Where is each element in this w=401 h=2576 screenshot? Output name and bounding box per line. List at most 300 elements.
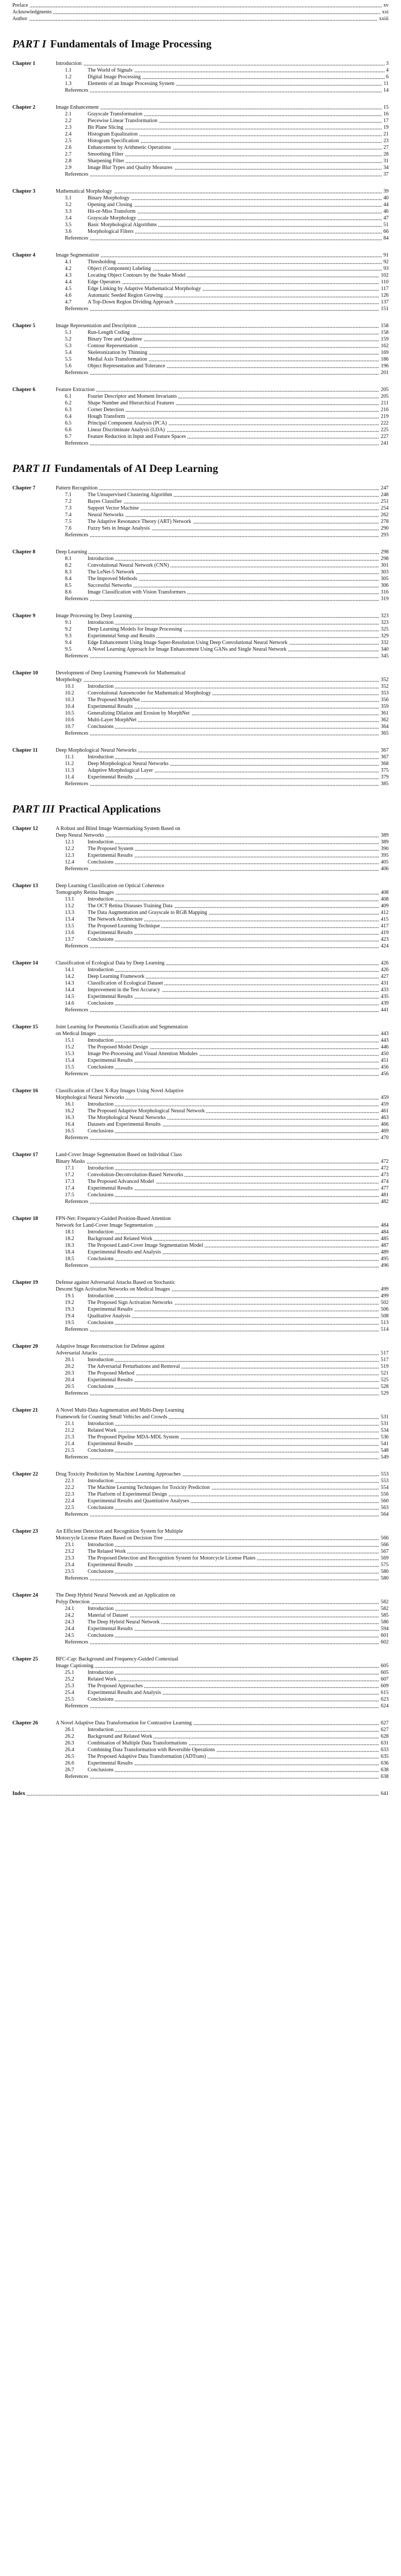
page-number: 569 [379, 1555, 389, 1562]
index-line-text [12, 1791, 27, 1797]
section-number: 25.3 [65, 1683, 74, 1689]
section-list [65, 1420, 389, 1461]
section-number: 18.4 [65, 1249, 74, 1255]
section-number: 8.6 [65, 589, 72, 595]
page-number: 427 [379, 973, 389, 980]
title-text: References [65, 532, 89, 538]
page-number: 481 [379, 1192, 389, 1198]
section-item-text [65, 846, 135, 852]
references-item-text [65, 1639, 90, 1645]
page-number: 426 [379, 960, 389, 967]
page-number: 23 [382, 138, 389, 144]
title-text: Multi-Layer MorphNet [88, 717, 137, 723]
title-text: Descent Sign Activation Networks on Medical Images [56, 1286, 170, 1292]
chapter-title-line [56, 188, 389, 195]
references-item [65, 781, 389, 787]
section-list [65, 839, 389, 872]
title-text: Author [12, 16, 27, 22]
page-number: 431 [379, 980, 389, 987]
page-number: 361 [379, 710, 389, 717]
chapter-label: Chapter 4 [12, 252, 36, 258]
section-item-text [65, 1243, 205, 1248]
title-text: Experimental Results [88, 1307, 133, 1312]
title-text: References [65, 653, 89, 659]
references-item-text [65, 306, 90, 312]
section-number: 17.5 [65, 1192, 74, 1198]
section-number: 3.5 [65, 222, 72, 228]
section-number: 5.4 [65, 350, 72, 355]
page-number: 456 [379, 1071, 389, 1077]
title-text: The Machine Learning Techniques for Toxicity Prediction [88, 1485, 210, 1490]
chapter-title [56, 1407, 389, 1420]
section-number: 8.1 [65, 556, 72, 562]
section-item [65, 1057, 389, 1064]
title-text: Grayscale Morphology [88, 215, 137, 221]
section-item-text [65, 710, 191, 716]
section-item-text [65, 1485, 211, 1490]
section-item-text [65, 1185, 134, 1191]
page-number: 636 [379, 1760, 389, 1767]
chapter-title [56, 1215, 389, 1229]
section-list [65, 393, 389, 447]
section-number: 10.4 [65, 704, 74, 709]
page-number: 196 [379, 363, 389, 369]
page-number: 485 [379, 1235, 389, 1242]
section-item [65, 1256, 389, 1262]
chapter-title-line [56, 1024, 389, 1030]
section-item-text [65, 222, 158, 228]
page-number: 385 [379, 781, 389, 787]
section-number: 22.3 [65, 1492, 74, 1497]
title-text: Experimental Results [88, 994, 133, 999]
title-text: Acknowledgments [12, 9, 52, 15]
section-item-text [65, 1300, 174, 1306]
section-number: 3.6 [65, 229, 72, 234]
section-item [65, 1478, 389, 1484]
section-item-text [65, 589, 187, 595]
page-number: 298 [379, 549, 389, 555]
section-number: 12.4 [65, 859, 74, 865]
section-item [65, 589, 389, 596]
section-number: 6.6 [65, 427, 72, 433]
chapter-title-line [56, 670, 389, 676]
title-text: FPN-Net: Frequency-Guided Position-Based Attention [56, 1216, 171, 1222]
chapter-body [56, 188, 389, 242]
title-text: Introduction [88, 1038, 114, 1043]
page-number: 110 [379, 279, 389, 285]
section-number: 13.1 [65, 896, 74, 902]
title-text: Introduction [88, 1542, 114, 1548]
section-number: 23.4 [65, 1562, 74, 1568]
section-number: 3.2 [65, 202, 72, 208]
chapter-title-line-text [56, 748, 138, 753]
chapter-title [56, 670, 389, 683]
title-text: References [65, 1512, 89, 1517]
title-text: Conclusions [88, 1633, 114, 1638]
section-item-text [65, 1676, 118, 1682]
title-text: Feature Reduction in Input and Feature Spaces [88, 434, 186, 439]
page-number: 627 [379, 1726, 389, 1733]
title-text: Adaptive Image Reconstruction for Defense against [56, 1344, 165, 1349]
page-number: 484 [379, 1229, 389, 1235]
page-number: 439 [379, 1000, 389, 1007]
title-text: The Deep Hybrid Neural Network and an Application on [56, 1592, 175, 1598]
chapter-title-line-text [56, 1663, 95, 1669]
section-item-text [65, 67, 134, 73]
title-text: The Proposed MorphNet [88, 697, 140, 703]
chapter-label: Chapter 20 [12, 1344, 38, 1349]
references-item [65, 87, 389, 94]
page-number: 607 [379, 1676, 389, 1683]
page-number: 158 [379, 329, 389, 336]
section-item-text [65, 1364, 181, 1369]
title-text: Conclusions [88, 1064, 114, 1070]
title-text: Conclusions [88, 1128, 114, 1134]
section-item-text [65, 563, 171, 568]
section-number: 2.8 [65, 158, 72, 164]
section-item [65, 1753, 389, 1760]
title-text: Joint Learning for Pneumonia Classification and Segmentation [56, 1024, 188, 1030]
title-text: Land-Cover Image Segmentation Based on Individual Class [56, 1152, 182, 1158]
chapter-label: Chapter 8 [12, 549, 36, 555]
section-number: 14.5 [65, 994, 74, 999]
section-item [65, 201, 389, 208]
references-item-text [65, 1703, 90, 1709]
title-text: Conclusions [88, 1320, 114, 1326]
title-text: Introduction [88, 556, 114, 562]
page-number: 563 [379, 1504, 389, 1511]
section-item-text [65, 853, 134, 858]
title-text: Enhancement by Arithmetic Operations [88, 145, 171, 150]
page-number: 609 [379, 1683, 389, 1689]
title-text: The Network Architecture [88, 917, 143, 922]
section-item-text [65, 1505, 115, 1511]
title-text: Deep Neural Networks [56, 833, 104, 838]
page-number: 459 [379, 1094, 389, 1101]
references-item [65, 653, 389, 659]
title-text: References [65, 1071, 89, 1077]
section-number: 8.3 [65, 569, 72, 575]
chapter-title-line-text [56, 61, 83, 66]
section-number: 12.1 [65, 839, 74, 845]
chapter-label: Chapter 3 [12, 189, 36, 194]
chapter-label: Chapter 15 [12, 1024, 38, 1030]
section-number: 23.3 [65, 1555, 74, 1561]
title-text: The Improved Methods [88, 576, 138, 582]
section-number: 1.2 [65, 74, 72, 80]
title-text: References [65, 1263, 89, 1268]
title-text: The Platform of Experimental Design [88, 1492, 167, 1497]
part-heading [12, 803, 389, 815]
chapter-title-line-text [56, 1031, 97, 1037]
section-item-text [65, 754, 115, 760]
title-text: Introduction [88, 1727, 114, 1733]
section-item [65, 1498, 389, 1504]
page-number: 211 [379, 400, 389, 406]
section-number: 9.3 [65, 633, 72, 639]
page-number: 126 [379, 292, 389, 299]
page-number: 359 [379, 703, 389, 710]
chapter-body [56, 1215, 389, 1269]
title-text: Generalizing Dilation and Erosion by MorphNet [88, 710, 190, 716]
chapter-entry [12, 252, 389, 312]
section-number: 13.5 [65, 923, 74, 929]
section-number: 16.5 [65, 1128, 74, 1134]
section-item-text [65, 576, 139, 582]
section-number: 13.3 [65, 910, 74, 916]
page-number: 216 [379, 406, 389, 413]
section-item-text [65, 363, 166, 369]
page-number: 624 [379, 1703, 389, 1709]
chapter-body [56, 883, 389, 950]
references-item-text [65, 1454, 90, 1460]
section-number: 10.7 [65, 724, 74, 730]
chapter-body [56, 1720, 389, 1780]
section-number: 1.1 [65, 67, 72, 73]
section-item [65, 208, 389, 215]
title-text: Experimental Results [88, 853, 133, 858]
title-text: Skeletonization by Thinning [88, 350, 147, 355]
page-number: 319 [379, 596, 389, 602]
section-item [65, 683, 389, 690]
chapter-title-line [56, 613, 389, 619]
section-item [65, 131, 389, 138]
section-item [65, 980, 389, 987]
section-item [65, 710, 389, 717]
references-item-text [65, 943, 90, 949]
page-number: 560 [379, 1498, 389, 1504]
chapter-body [56, 1528, 389, 1582]
chapter-title-line [56, 252, 389, 259]
page-number: 605 [379, 1663, 389, 1669]
section-number: 20.5 [65, 1384, 74, 1389]
page-number: 417 [379, 923, 389, 929]
chapter-title-line [56, 1471, 389, 1478]
section-number: 24.4 [65, 1626, 74, 1632]
section-item-text [65, 684, 115, 689]
page-number: 352 [379, 676, 389, 683]
section-item-text [65, 414, 127, 419]
section-item [65, 936, 389, 943]
title-text: Motorcycle License Plates Based on Decision Tree [56, 1535, 163, 1541]
chapter-title-line [56, 1528, 389, 1535]
section-number: 20.3 [65, 1370, 74, 1376]
section-item-text [65, 1384, 115, 1389]
chapter-label: Chapter 26 [12, 1720, 38, 1726]
section-item [65, 1632, 389, 1639]
references-item-text [65, 781, 90, 787]
page-number: 556 [379, 1491, 389, 1498]
section-number: 25.5 [65, 1697, 74, 1702]
title-text: Corner Detection [88, 407, 124, 413]
title-text: References [65, 1007, 89, 1013]
page-number: 340 [379, 646, 389, 653]
section-number: 6.4 [65, 414, 72, 419]
title-text: Grayscale Transformation [88, 111, 143, 117]
references-item-text [65, 1199, 90, 1205]
page-number: 222 [379, 420, 389, 427]
chapter-label: Chapter 24 [12, 1592, 38, 1598]
section-item [65, 839, 389, 845]
section-item [65, 393, 389, 400]
chapter-title-line-text [56, 826, 182, 832]
references-item-text [65, 440, 90, 446]
section-item-text [65, 717, 138, 723]
chapter-title-line-text [56, 1152, 183, 1158]
chapter-entry [12, 1720, 389, 1780]
page-number: 117 [379, 285, 389, 292]
references-item [65, 1007, 389, 1013]
section-number: 25.4 [65, 1690, 74, 1696]
chapter-title-line [56, 883, 389, 889]
chapter-label: Chapter 7 [12, 485, 36, 491]
title-text: Introduction [88, 1229, 114, 1235]
section-number: 4.5 [65, 286, 72, 292]
section-item [65, 1050, 389, 1057]
section-item [65, 292, 389, 299]
title-text: References [65, 370, 89, 376]
page-number: 15 [382, 104, 389, 111]
section-item [65, 138, 389, 144]
section-number: 8.5 [65, 583, 72, 588]
chapter-entry [12, 670, 389, 737]
chapter-body [56, 1656, 389, 1709]
chapter-title-line-text [56, 1216, 172, 1222]
title-text: Edge Enhancement Using Image Super-Resolution Using Deep Convolutional Neural Network [88, 640, 288, 646]
title-text: Introduction [88, 839, 114, 845]
section-item [65, 363, 389, 369]
chapter-label: Chapter 21 [12, 1408, 38, 1413]
section-item [65, 1683, 389, 1689]
title-text: Medial Axis Transformation [88, 357, 147, 362]
section-item-text [65, 1448, 115, 1453]
title-text: Histogram Equalization [88, 131, 138, 137]
references-item [65, 1454, 389, 1461]
page-number: 513 [379, 1319, 389, 1326]
section-number: 4.1 [65, 259, 72, 265]
title-text: References [65, 781, 89, 787]
section-item [65, 1037, 389, 1044]
page-number: 332 [379, 639, 389, 646]
section-item-text [65, 81, 176, 87]
references-item-text [65, 235, 90, 241]
section-number: 14.4 [65, 987, 74, 993]
title-text: Conclusions [88, 1384, 114, 1389]
title-text: Binary Tree and Quadtree [88, 336, 142, 342]
chapter-title [56, 1343, 389, 1357]
section-item-text [65, 111, 144, 117]
section-number: 13.7 [65, 937, 74, 942]
section-list [65, 1165, 389, 1205]
chapter-title-line [56, 1414, 389, 1420]
title-text: Morphological Neural Networks [56, 1095, 124, 1100]
section-item [65, 1185, 389, 1192]
section-item-text [65, 1683, 144, 1689]
title-text: Experimental Results [88, 1562, 133, 1568]
front-matter-item [12, 2, 389, 9]
chapter-title [56, 104, 389, 111]
section-item-text [65, 761, 170, 767]
title-text: References [65, 306, 89, 312]
chapter-title-line-text [56, 613, 133, 619]
title-text: Improvement in the Test Accuracy [88, 987, 160, 993]
part-title: Fundamentals of Image Processing [50, 38, 212, 50]
section-number: 10.5 [65, 710, 74, 716]
section-number: 11.4 [65, 774, 74, 780]
section-item-text [65, 1313, 132, 1319]
section-item-text [65, 259, 117, 265]
references-item [65, 866, 389, 872]
section-item [65, 67, 389, 74]
title-text: References [65, 1703, 89, 1709]
section-item [65, 299, 389, 306]
chapter-title-line [56, 1088, 389, 1094]
section-item-text [65, 131, 139, 137]
section-item-text [65, 647, 288, 652]
chapter-body [56, 1407, 389, 1461]
page-number: 541 [379, 1440, 389, 1447]
chapter-label: Chapter 14 [12, 960, 38, 966]
title-text: Related Work [88, 1428, 116, 1433]
section-number: 2.1 [65, 111, 72, 117]
section-item [65, 1377, 389, 1383]
title-text: Deep Learning Framework [88, 974, 145, 979]
page-number: 278 [379, 518, 389, 525]
chapter-title-line-text [56, 1414, 169, 1420]
section-item-text [65, 1740, 189, 1746]
section-number: 16.1 [65, 1101, 74, 1107]
front-matter-item-text [12, 9, 53, 15]
title-text: References [65, 88, 89, 93]
references-item-text [65, 1391, 90, 1396]
section-item-text [65, 704, 134, 709]
page-number: 415 [379, 916, 389, 923]
page-number: 580 [379, 1575, 389, 1582]
section-item [65, 1044, 389, 1050]
section-item-text [65, 633, 156, 639]
chapter-entry [12, 60, 389, 94]
title-text: Introduction [88, 1421, 114, 1427]
chapter-title-line [56, 1030, 389, 1037]
title-text: Conclusions [88, 1192, 114, 1198]
page-number: 615 [379, 1689, 389, 1696]
chapter-label: Chapter 23 [12, 1529, 38, 1534]
section-item [65, 1726, 389, 1733]
page-number: 495 [379, 1256, 389, 1262]
title-text: Deep Morphological Neural Networks [56, 748, 137, 753]
references-item-text [65, 653, 90, 659]
index-line [12, 1790, 389, 1797]
page-number: 159 [379, 336, 389, 343]
section-item [65, 754, 389, 760]
chapter-title [56, 1720, 389, 1726]
section-item-text [65, 1606, 115, 1612]
section-item-text [65, 279, 122, 285]
chapter-entry [12, 1279, 389, 1333]
page-number: 638 [379, 1773, 389, 1780]
chapter-body [56, 1592, 389, 1646]
section-item [65, 690, 389, 697]
page-number: 241 [379, 440, 389, 447]
title-text: Hough Transform [88, 414, 125, 419]
page-number: 514 [379, 1326, 389, 1333]
section-item-text [65, 165, 174, 171]
references-item [65, 1262, 389, 1269]
page-number: 353 [379, 690, 389, 697]
page-number: 586 [379, 1619, 389, 1625]
chapter-body [56, 1471, 389, 1518]
title-text: Experimental Results [88, 930, 133, 936]
